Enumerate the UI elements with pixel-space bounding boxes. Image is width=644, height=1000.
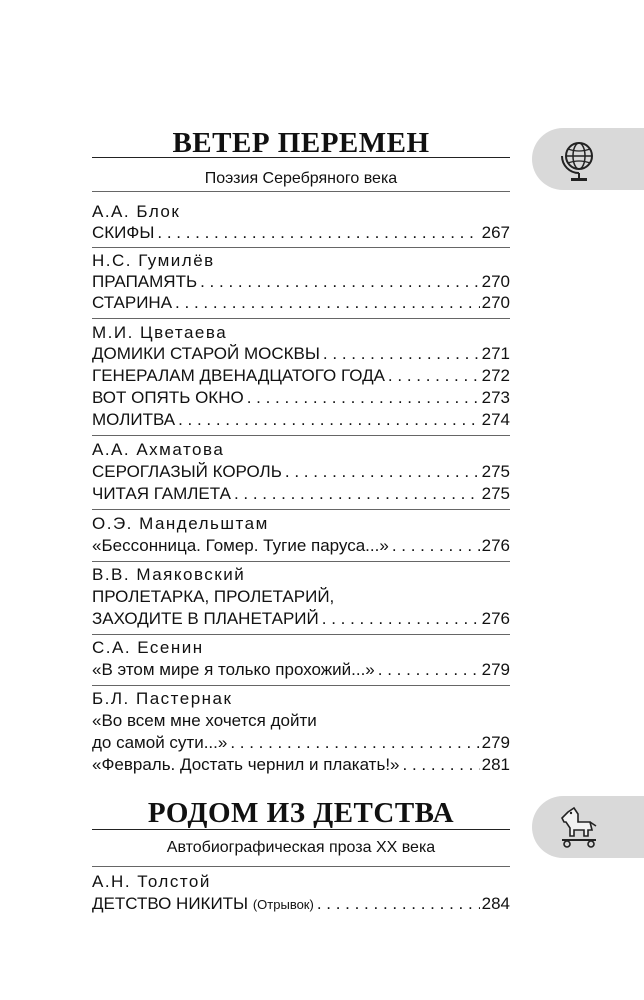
group-divider (92, 634, 510, 635)
page-number: 270 (481, 272, 510, 291)
author-name: С.А. Есенин (92, 638, 204, 657)
entry-title: СТАРИНА (92, 293, 173, 312)
toc-entry[interactable] (92, 365, 510, 387)
leader-dots (375, 659, 480, 681)
entry-title: до самой сути...» (92, 733, 228, 752)
entry-title: МОЛИТВА (92, 410, 176, 429)
section-tab-2 (532, 796, 644, 858)
author-name: М.И. Цветаева (92, 323, 228, 342)
group-divider (92, 435, 510, 436)
page-number: 274 (481, 410, 510, 429)
leader-dots (400, 754, 480, 776)
rocking-horse-icon (554, 802, 604, 852)
toc-entry[interactable] (92, 271, 510, 293)
section-divider (92, 191, 510, 192)
entry-title: ЧИТАЯ ГАМЛЕТА (92, 484, 231, 503)
toc-entry[interactable] (92, 483, 510, 505)
entry-title: ВОТ ОПЯТЬ ОКНО (92, 388, 244, 407)
group-divider (92, 509, 510, 510)
section-title: РОДОМ ИЗ ДЕТСТВА (147, 797, 455, 829)
group-divider (92, 561, 510, 562)
toc-entry[interactable] (92, 659, 510, 681)
entry-title: «Февраль. Достать чернил и плакать!» (92, 755, 400, 774)
group-divider (92, 318, 510, 319)
globe-icon (554, 134, 604, 184)
section-divider (92, 866, 510, 867)
section-tab-1 (532, 128, 644, 190)
entry-title: «Бессонница. Гомер. Тугие паруса...» (92, 536, 389, 555)
author-name: В.В. Маяковский (92, 565, 246, 584)
page-number: 270 (481, 293, 510, 312)
author-name: А.А. Блок (92, 202, 181, 221)
page-number: 275 (481, 462, 510, 481)
entry-title-line: «Во всем мне хочется дойти (92, 711, 317, 730)
toc-entry[interactable] (92, 222, 510, 244)
section-subtitle: Автобиографическая проза XX века (166, 839, 436, 856)
leader-dots (389, 535, 480, 557)
entry-title: СЕРОГЛАЗЫЙ КОРОЛЬ (92, 462, 282, 481)
entry-title-line: ПРОЛЕТАРКА, ПРОЛЕТАРИЙ, (92, 587, 335, 606)
page-number: 276 (481, 536, 510, 555)
leader-dots (231, 483, 480, 505)
toc-entry[interactable] (92, 732, 510, 754)
leader-dots (319, 608, 480, 630)
toc-entry[interactable] (92, 893, 510, 915)
section-subtitle: Поэзия Серебряного века (204, 170, 398, 187)
author-name: А.А. Ахматова (92, 440, 225, 459)
toc-entry[interactable] (92, 535, 510, 557)
author-name: Б.Л. Пастернак (92, 689, 233, 708)
toc-entry[interactable] (92, 292, 510, 314)
entry-title: ДЕТСТВО НИКИТЫ (92, 894, 249, 913)
toc-entry[interactable] (92, 754, 510, 776)
entry-title: ПРАПАМЯТЬ (92, 272, 198, 291)
entry-note: (Отрывок) (252, 897, 314, 912)
page-number: 272 (481, 366, 510, 385)
toc-entry[interactable] (92, 461, 510, 483)
leader-dots (314, 893, 480, 915)
entry-title: СКИФЫ (92, 223, 155, 242)
page-number: 279 (481, 660, 510, 679)
entry-title: ЗАХОДИТЕ В ПЛАНЕТАРИЙ (92, 609, 319, 628)
leader-dots (197, 271, 480, 293)
page-number: 281 (481, 755, 510, 774)
page-number: 275 (481, 484, 510, 503)
author-name: Н.С. Гумилёв (92, 251, 215, 270)
page-number: 271 (481, 344, 510, 363)
toc-entry[interactable] (92, 608, 510, 630)
entry-title: ДОМИКИ СТАРОЙ МОСКВЫ (92, 344, 320, 363)
leader-dots (385, 365, 480, 387)
section-title: ВЕТЕР ПЕРЕМЕН (172, 127, 430, 159)
page-number: 273 (481, 388, 510, 407)
page-number: 279 (481, 733, 510, 752)
leader-dots (227, 732, 479, 754)
leader-dots (320, 343, 480, 365)
author-name: О.Э. Мандельштам (92, 514, 269, 533)
group-divider (92, 247, 510, 248)
toc-entry[interactable] (92, 343, 510, 365)
leader-dots (172, 292, 480, 314)
section-rule (92, 829, 510, 830)
leader-dots (154, 222, 479, 244)
page-number: 276 (481, 609, 510, 628)
page-number: 267 (481, 223, 510, 242)
leader-dots (282, 461, 480, 483)
toc-entry[interactable] (92, 409, 510, 431)
entry-title: «В этом мире я только прохожий...» (92, 660, 375, 679)
entry-title: ГЕНЕРАЛАМ ДВЕНАДЦАТОГО ГОДА (92, 366, 385, 385)
toc-entry[interactable] (92, 387, 510, 409)
group-divider (92, 685, 510, 686)
author-name: А.Н. Толстой (92, 872, 211, 891)
leader-dots (244, 387, 480, 409)
leader-dots (175, 409, 480, 431)
section-rule (92, 157, 510, 158)
page-number: 284 (481, 894, 510, 913)
